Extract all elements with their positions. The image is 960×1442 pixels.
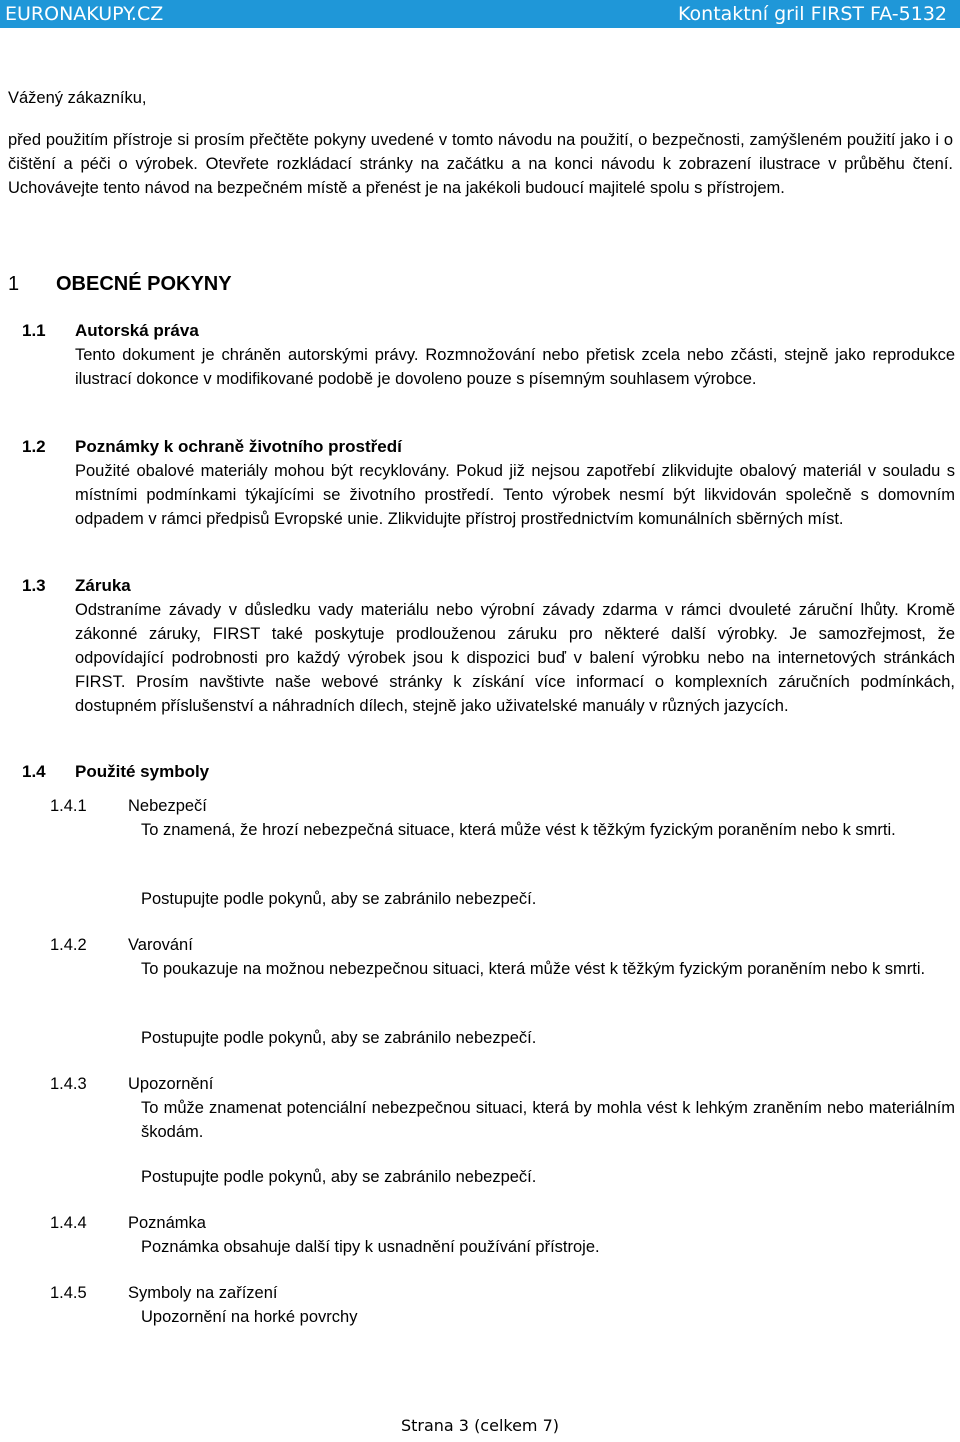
subsection-title: Poznámky k ochraně životního prostředí xyxy=(75,437,402,456)
subsection-title: Autorská práva xyxy=(75,321,199,340)
warranty-text: Odstraníme závady v důsledku vady materiálu nebo výrobní závady zdarma v rámci dvouleté záruční lhůty. Kromě zákonné záruky, FIRST také poskytuje prodlouženou záruku pro některé další výrobky. Je samozřejmost, že odpovídající podrobnosti pro každý výrobek jsou k dispozici buď v balení výrobku nebo na internetových stránkách FIRST. Prosím navštivte naše webové stránky k získání více informací o komplexních záručních podmínkách, dostupném příslušenství a náhradních dílech, stejně jako uživatelské manuály v různých jazycích. xyxy=(75,601,955,715)
danger-text: To znamená, že hrozí nebezpečná situace, která může vést k těžkým fyzickým poraněním nebo k smrti. xyxy=(141,821,896,839)
subsection-number: 1.4 xyxy=(22,762,46,781)
symbol-number: 1.4.2 xyxy=(50,936,87,954)
greeting: Vážený zákazníku, xyxy=(8,89,147,107)
section-title: OBECNÉ POKYNY xyxy=(56,273,232,295)
symbol-heading-caution xyxy=(50,1072,213,1096)
intro-paragraph: před použitím přístroje si prosím přečtěte pokyny uvedené v tomto návodu na použití, o bezpečnosti, zamýšleném použití jako i o čištění a péči o výrobek. Otevřete rozkládací stránky na začátku a na konci návodu k zobrazení ilustrace v průběhu čtení. Uchovávejte tento návod na bezpečném místě a přenést je na jakékoli budoucí majitelé spolu s přístrojem. xyxy=(8,131,953,197)
symbol-number: 1.4.3 xyxy=(50,1075,87,1093)
symbol-title: Upozornění xyxy=(128,1075,214,1093)
symbol-number: 1.4.5 xyxy=(50,1284,87,1302)
product-title: Kontaktní gril FIRST FA-5132 xyxy=(678,3,947,25)
symbol-title: Poznámka xyxy=(128,1214,206,1232)
page-footer: Strana 3 (celkem 7) xyxy=(400,1416,560,1435)
symbol-title: Nebezpečí xyxy=(128,797,207,815)
caution-text: To může znamenat potenciální nebezpečnou situaci, která by mohla vést k lehkým zraněním nebo materiálním škodám. xyxy=(141,1099,955,1141)
subsection-heading-copyright xyxy=(22,319,199,343)
subsection-title: Použité symboly xyxy=(75,762,210,781)
subsection-heading-environment xyxy=(22,435,402,459)
subsection-number: 1.1 xyxy=(22,321,46,340)
note-text: Poznámka obsahuje další tipy k usnadnění používání přístroje. xyxy=(141,1238,600,1256)
subsection-heading-symbols xyxy=(22,760,209,784)
subsection-number: 1.3 xyxy=(22,576,46,595)
caution-action: Postupujte podle pokynů, aby se zabránilo nebezpečí. xyxy=(141,1168,537,1186)
page-header xyxy=(0,0,960,28)
warning-text: To poukazuje na možnou nebezpečnou situaci, která může vést k těžkým fyzickým poraněním nebo k smrti. xyxy=(141,960,926,978)
subsection-title: Záruka xyxy=(75,576,131,595)
danger-action: Postupujte podle pokynů, aby se zabránilo nebezpečí. xyxy=(141,890,537,908)
symbol-number: 1.4.1 xyxy=(50,797,87,815)
section-heading-general xyxy=(8,270,232,298)
symbol-heading-device-symbols xyxy=(50,1281,277,1305)
symbol-heading-danger xyxy=(50,794,207,818)
brand-name: EURONAKUPY.CZ xyxy=(5,3,164,25)
subsection-number: 1.2 xyxy=(22,437,46,456)
section-number: 1 xyxy=(8,273,20,295)
symbol-number: 1.4.4 xyxy=(50,1214,87,1232)
symbol-title: Varování xyxy=(128,936,193,954)
symbol-heading-warning xyxy=(50,933,193,957)
warning-action: Postupujte podle pokynů, aby se zabránilo nebezpečí. xyxy=(141,1029,537,1047)
symbol-title: Symboly na zařízení xyxy=(128,1284,278,1302)
environment-text: Použité obalové materiály mohou být recyklovány. Pokud již nejsou zapotřebí zlikvidujte obalový materiál v souladu s místními podmínkami týkajícími se životního prostředí. Tento výrobek nesmí být likvidován společně s domovním odpadem v rámci předpisů Evropské unie. Zlikvidujte přístroj prostřednictvím komunálních sběrných míst. xyxy=(75,462,955,528)
symbol-heading-note xyxy=(50,1211,206,1235)
copyright-text: Tento dokument je chráněn autorskými právy. Rozmnožování nebo přetisk zcela nebo zčásti, stejně jako reprodukce ilustrací dokonce v modifikované podobě je dovoleno pouze s písemným souhlasem výrobce. xyxy=(75,346,955,388)
subsection-heading-warranty xyxy=(22,574,131,598)
device-symbols-text: Upozornění na horké povrchy xyxy=(141,1308,358,1326)
